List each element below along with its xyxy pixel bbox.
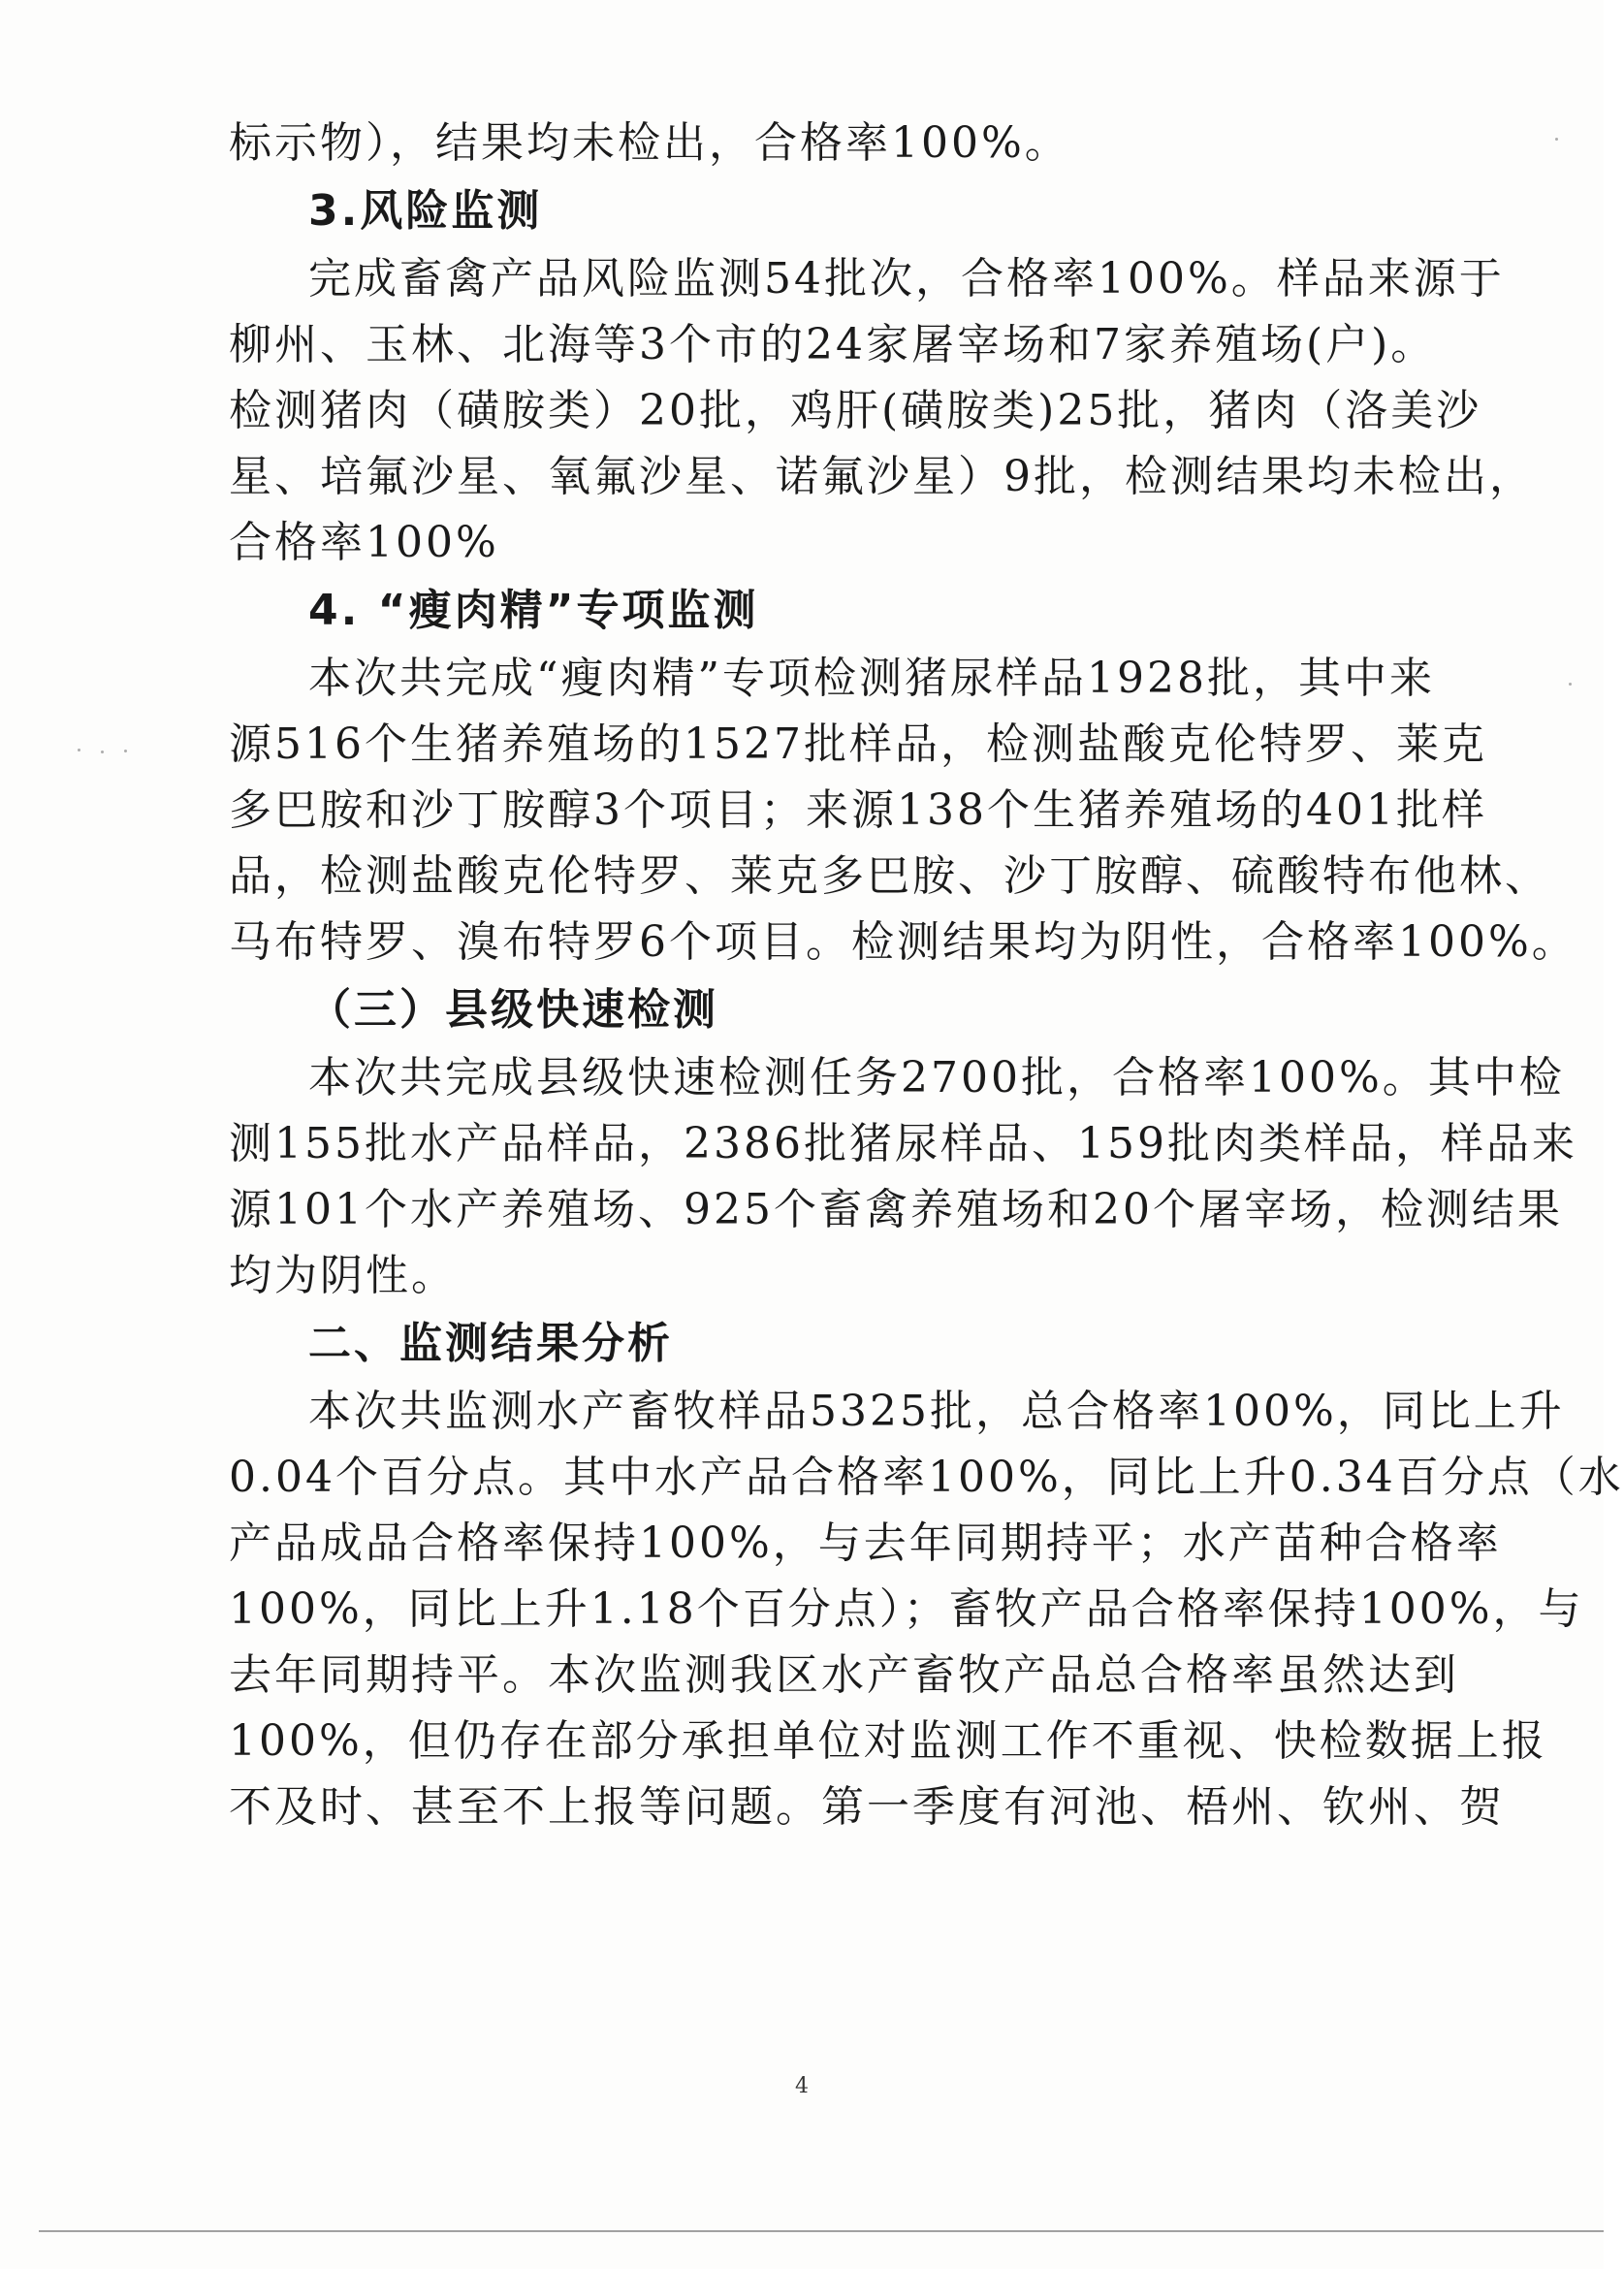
body-line: 多巴胺和沙丁胺醇3个项目；来源138个生猪养殖场的401批样 [229, 785, 1487, 835]
body-line: 均为阴性。 [229, 1251, 457, 1300]
scan-speck [78, 749, 80, 751]
section-heading: 二、监测结果分析 [308, 1319, 673, 1368]
scan-speck [1569, 683, 1572, 686]
body-line: 100%，但仍存在部分承担单位对监测工作不重视、快检数据上报 [229, 1716, 1547, 1766]
body-line: 合格率100% [229, 518, 499, 567]
body-line: 本次共完成“瘦肉精”专项检测猪尿样品1928批，其中来 [308, 654, 1435, 703]
section-heading: 3.风险监测 [308, 186, 543, 236]
body-line: 产品成品合格率保持100%，与去年同期持平；水产苗种合格率 [229, 1518, 1502, 1568]
body-line: 检测猪肉（磺胺类）20批，鸡肝(磺胺类)25批，猪肉（洛美沙 [229, 386, 1482, 435]
body-line: 本次共监测水产畜牧样品5325批，总合格率100%，同比上升 [308, 1387, 1565, 1436]
section-heading: 4. “瘦肉精”专项监测 [308, 586, 759, 635]
body-line: 测155批水产品样品，2386批猪尿样品、159批肉类样品，样品来 [229, 1119, 1577, 1168]
scan-edge-line [39, 2230, 1604, 2232]
body-line: 0.04个百分点。其中水产品合格率100%，同比上升0.34百分点（水 [229, 1453, 1624, 1502]
body-line: 去年同期持平。本次监测我区水产畜牧产品总合格率虽然达到 [229, 1650, 1459, 1700]
body-line: 柳州、玉林、北海等3个市的24家屠宰场和7家养殖场(户)。 [229, 320, 1437, 369]
section-heading: （三）县级快速检测 [308, 985, 718, 1035]
body-line: 星、培氟沙星、氧氟沙星、诺氟沙星）9批，检测结果均未检出， [229, 452, 1535, 501]
body-line: 马布特罗、溴布特罗6个项目。检测结果均为阴性，合格率100%。 [229, 917, 1577, 967]
scan-speck [124, 750, 127, 752]
body-line: 标示物），结果均未检出，合格率100%。 [229, 118, 1070, 168]
body-line: 本次共完成县级快速检测任务2700批，合格率100%。其中检 [308, 1053, 1565, 1103]
body-line: 100%，同比上升1.18个百分点）；畜牧产品合格率保持100%，与 [229, 1584, 1584, 1634]
scan-speck [101, 751, 104, 753]
body-line: 源101个水产养殖场、925个畜禽养殖场和20个屠宰场，检测结果 [229, 1185, 1563, 1234]
body-line: 完成畜禽产品风险监测54批次，合格率100%。样品来源于 [308, 254, 1505, 304]
body-line: 源516个生猪养殖场的1527批样品，检测盐酸克伦特罗、莱克 [229, 719, 1487, 769]
body-line: 品，检测盐酸克伦特罗、莱克多巴胺、沙丁胺醇、硫酸特布他林、 [229, 851, 1550, 901]
page-number: 4 [795, 2074, 809, 2098]
scan-speck [1555, 138, 1558, 141]
body-line: 不及时、甚至不上报等问题。第一季度有河池、梧州、钦州、贺 [229, 1782, 1505, 1832]
